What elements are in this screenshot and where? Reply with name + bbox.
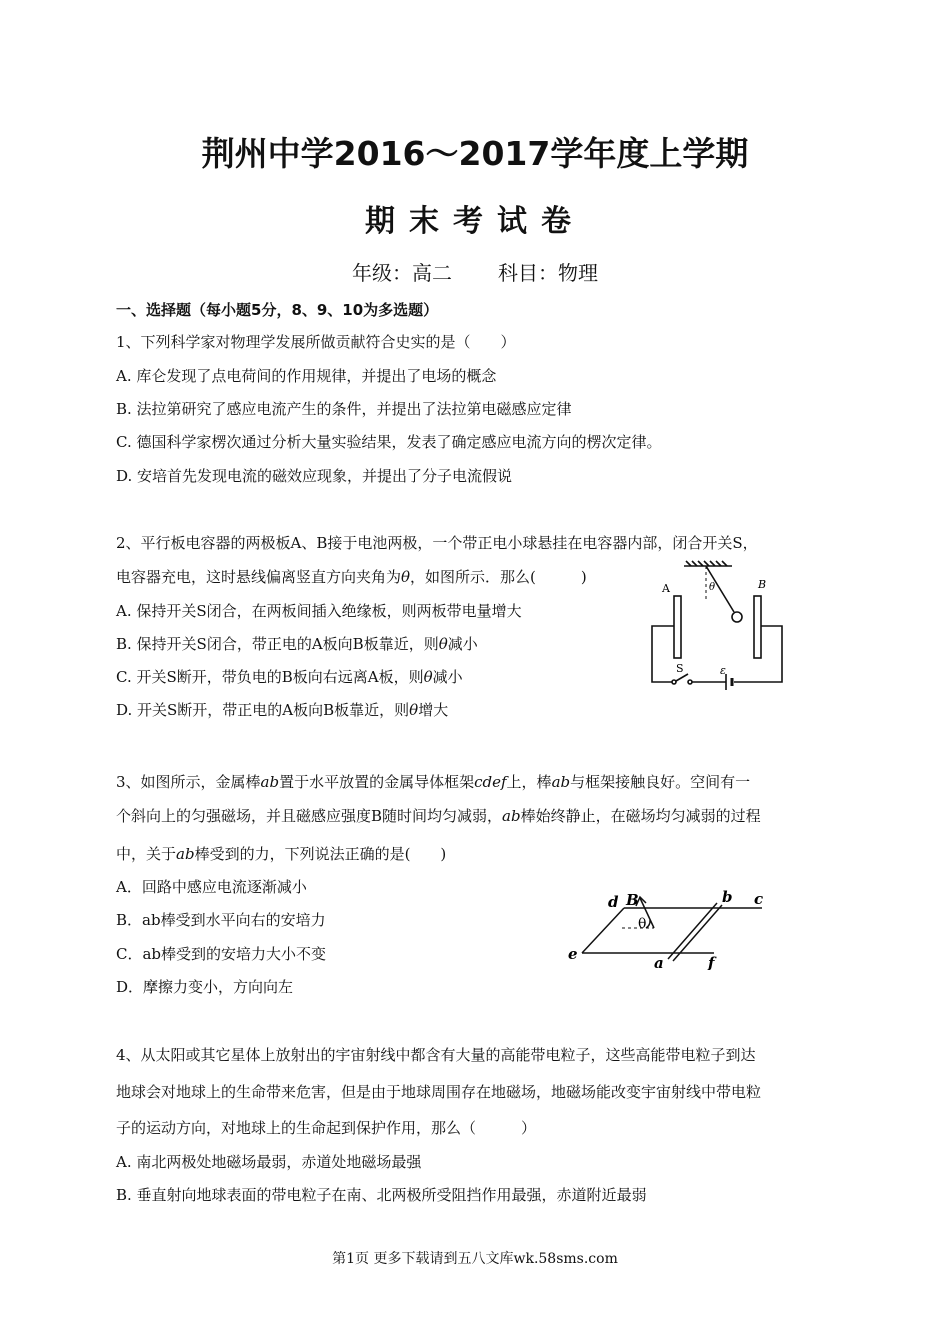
q2-option-c-end: 减小 — [432, 668, 463, 686]
q2-stem-text: 电容器充电，这时悬线偏离竖直方向夹角为 — [116, 568, 402, 586]
label-e: e — [568, 945, 578, 963]
label-f: f — [708, 954, 715, 970]
ab-symbol: ab — [551, 773, 571, 791]
exam-subtitle: 期末考试卷 — [365, 204, 585, 239]
q4-stem-line2: 地球会对地球上的生命带来危害，但是由于地球周围存在地磁场，地磁场能改变宇宙射线中带电粒 — [116, 1083, 762, 1101]
q2-option-b — [116, 633, 478, 654]
q2-option-d-text: D. 开关S断开，带正电的A板向B板靠近，则 — [116, 701, 410, 719]
exam-title: 荆州中学2016～2017学年度上学期 — [201, 134, 749, 173]
q2-option-c — [116, 666, 463, 687]
q3-stem-line3 — [116, 843, 446, 864]
q1-option-b: B. 法拉第研究了感应电流产生的条件，并提出了法拉第电磁感应定律 — [116, 400, 572, 418]
plate-a — [674, 596, 681, 658]
q2-option-b-text: B. 保持开关S闭合，带正电的A板向B板靠近，则 — [116, 635, 439, 653]
wire-left — [652, 626, 674, 682]
ab-symbol: ab — [176, 845, 195, 863]
grade-label: 年级：高二 — [352, 261, 452, 285]
theta-symbol: θ — [409, 701, 419, 719]
rail-figure — [562, 884, 776, 970]
capacitor-figure — [636, 560, 796, 695]
label-d: d — [608, 893, 619, 911]
theta-symbol: θ — [423, 668, 433, 686]
q2-option-b-end: 减小 — [447, 635, 478, 653]
grade-subject-line — [0, 257, 950, 286]
figure-label-s: S — [676, 662, 684, 675]
ab-symbol: ab — [502, 807, 521, 825]
page-footer: 第1页 更多下载请到五八文库wk.58sms.com — [332, 1251, 618, 1267]
label-theta: θ — [638, 916, 647, 932]
figure-label-e: ε — [720, 664, 726, 677]
q3-text-1: 3、如图所示，金属棒 — [116, 773, 261, 791]
q2-option-d — [116, 699, 448, 720]
q1-option-a: A. 库仑发现了点电荷间的作用规律，并提出了电场的概念 — [116, 367, 497, 385]
q3-text-7: 中，关于 — [116, 845, 177, 863]
rod-ab — [668, 903, 717, 959]
q4-option-a: A. 南北两极处地磁场最弱，赤道处地磁场最强 — [116, 1153, 422, 1171]
q4-option-b: B. 垂直射向地球表面的带电粒子在南、北两极所受阻挡作用最强，赤道附近最弱 — [116, 1186, 647, 1204]
label-B: B — [626, 891, 639, 909]
theta-symbol: θ — [438, 635, 448, 653]
q2-stem-line1: 2、平行板电容器的两极板A、B接于电池两极，一个带正电小球悬挂在电容器内部，闭合开关S， — [116, 534, 758, 552]
figure-label-b: B — [758, 578, 767, 591]
figure-label-theta: θ — [709, 582, 716, 593]
q3-text-4: 与框架接触良好。空间有一 — [570, 773, 751, 791]
rail-de — [582, 908, 624, 953]
plate-b — [754, 596, 761, 658]
switch-lever — [676, 674, 688, 681]
ab-symbol: ab — [260, 773, 280, 791]
q3-option-b: B．ab棒受到水平向右的安培力 — [116, 911, 326, 929]
q3-text-6: 棒始终静止，在磁场均匀减弱的过程 — [520, 807, 761, 825]
charged-ball — [732, 612, 742, 622]
q3-text-3: 上，棒 — [506, 773, 552, 791]
angle-arc — [646, 920, 650, 928]
q2-option-d-end: 增大 — [418, 701, 449, 719]
q3-option-a: A．回路中感应电流逐渐减小 — [116, 878, 307, 896]
q3-stem-line1 — [116, 771, 750, 792]
label-a: a — [654, 954, 664, 970]
q1-stem: 1、下列科学家对物理学发展所做贡献符合史实的是（ ） — [116, 333, 516, 351]
q2-stem-line2 — [116, 566, 587, 587]
q4-stem-line1: 4、从太阳或其它星体上放射出的宇宙射线中都含有大量的高能带电粒子，这些高能带电粒子到达 — [116, 1046, 756, 1064]
q2-stem-end: ，如图所示．那么( ) — [410, 568, 587, 586]
q3-text-2: 置于水平放置的金属导体框架 — [279, 773, 475, 791]
switch-contact-left — [672, 680, 676, 684]
q1-option-c: C. 德国科学家楞次通过分析大量实验结果，发表了确定感应电流方向的楞次定律。 — [116, 433, 662, 451]
theta-symbol: θ — [401, 568, 411, 586]
figure-label-a: A — [662, 582, 670, 595]
cdef-symbol: cdef — [474, 773, 507, 791]
q3-option-c: C．ab棒受到的安培力大小不变 — [116, 945, 327, 963]
switch-contact-right — [688, 680, 692, 684]
section-heading: 一、选择题（每小题5分，8、9、10为多选题） — [116, 301, 439, 319]
label-b: b — [722, 888, 733, 906]
q3-text-5: 个斜向上的匀强磁场，并且磁感应强度B随时间均匀减弱， — [116, 807, 503, 825]
subject-label: 科目：物理 — [498, 261, 598, 285]
q4-stem-line3: 子的运动方向，对地球上的生命起到保护作用，那么（ ） — [116, 1119, 537, 1137]
q3-stem-line2 — [116, 805, 761, 826]
q1-option-d: D. 安培首先发现电流的磁效应现象，并提出了分子电流假说 — [116, 467, 513, 485]
q2-option-a: A. 保持开关S闭合，在两板间插入绝缘板，则两板带电量增大 — [116, 602, 522, 620]
q3-option-d: D．摩擦力变小，方向向左 — [116, 978, 294, 996]
label-c: c — [754, 890, 764, 908]
q2-option-c-text: C. 开关S断开，带负电的B板向右远离A板，则 — [116, 668, 424, 686]
q3-text-8: 棒受到的力，下列说法正确的是( ) — [194, 845, 447, 863]
